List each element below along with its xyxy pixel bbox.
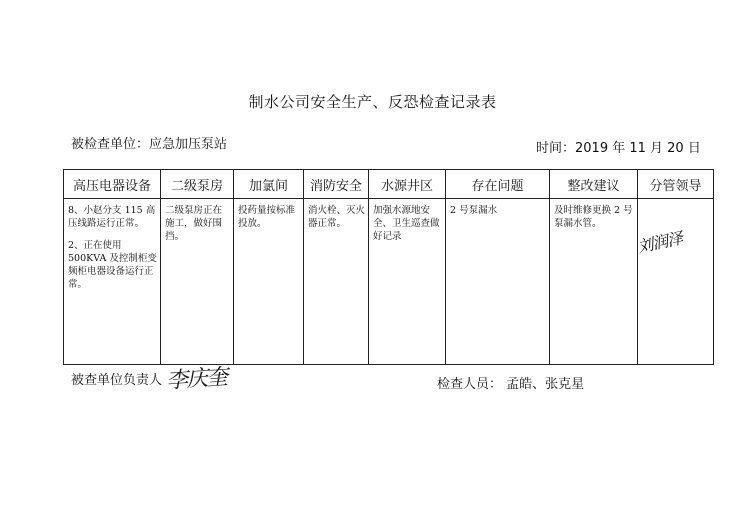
header-chlorine-room: 加氯间 xyxy=(234,170,304,199)
table-row xyxy=(64,199,714,365)
header-fire-safety: 消防安全 xyxy=(304,170,369,199)
cell-leader xyxy=(638,199,714,365)
cell-chlorine-room: 投药量按标准投放。 xyxy=(234,199,304,365)
cell-suggestions: 及时维修更换 2 号泵漏水管。 xyxy=(550,199,638,365)
inspected-unit: 被检查单位：应急加压泵站 xyxy=(71,137,228,152)
hv-note-1: 8、小赵分支 115 高压线路运行正常。 xyxy=(68,205,156,229)
header-water-well: 水源井区 xyxy=(369,170,446,199)
header-hv-equipment: 高压电器设备 xyxy=(64,170,161,199)
cell-pump-room: 二级泵房正在施工，做好围挡。 xyxy=(161,199,234,365)
responsible-signature: 李庆奎 xyxy=(165,364,227,395)
cell-problems: 2 号泵漏水 xyxy=(446,199,550,365)
cell-hv-equipment xyxy=(64,199,161,365)
inspection-date: 时间：2019 年 11 月 20 日 xyxy=(536,141,701,156)
inspectors: 检查人员： 孟皓、张克星 xyxy=(437,377,585,392)
header-problems: 存在问题 xyxy=(446,170,550,199)
document-title: 制水公司安全生产、反恐检查记录表 xyxy=(248,93,497,111)
header-suggestions: 整改建议 xyxy=(550,170,638,199)
responsible-person-label: 被查单位负责人 xyxy=(71,373,163,388)
table-header-row xyxy=(64,170,714,199)
hv-note-2: 2、正在使用 500KVA 及控制柜变频柜电器设备运行正常。 xyxy=(68,240,157,290)
cell-water-well: 加强水源地安全、卫生巡查做好记录 xyxy=(369,199,446,365)
header-pump-room: 二级泵房 xyxy=(161,170,234,199)
inspection-table xyxy=(63,169,714,365)
leader-signature: 刘润泽 xyxy=(635,228,684,257)
header-leader: 分管领导 xyxy=(638,170,714,199)
cell-fire-safety: 消火栓、灭火器正常。 xyxy=(304,199,369,365)
